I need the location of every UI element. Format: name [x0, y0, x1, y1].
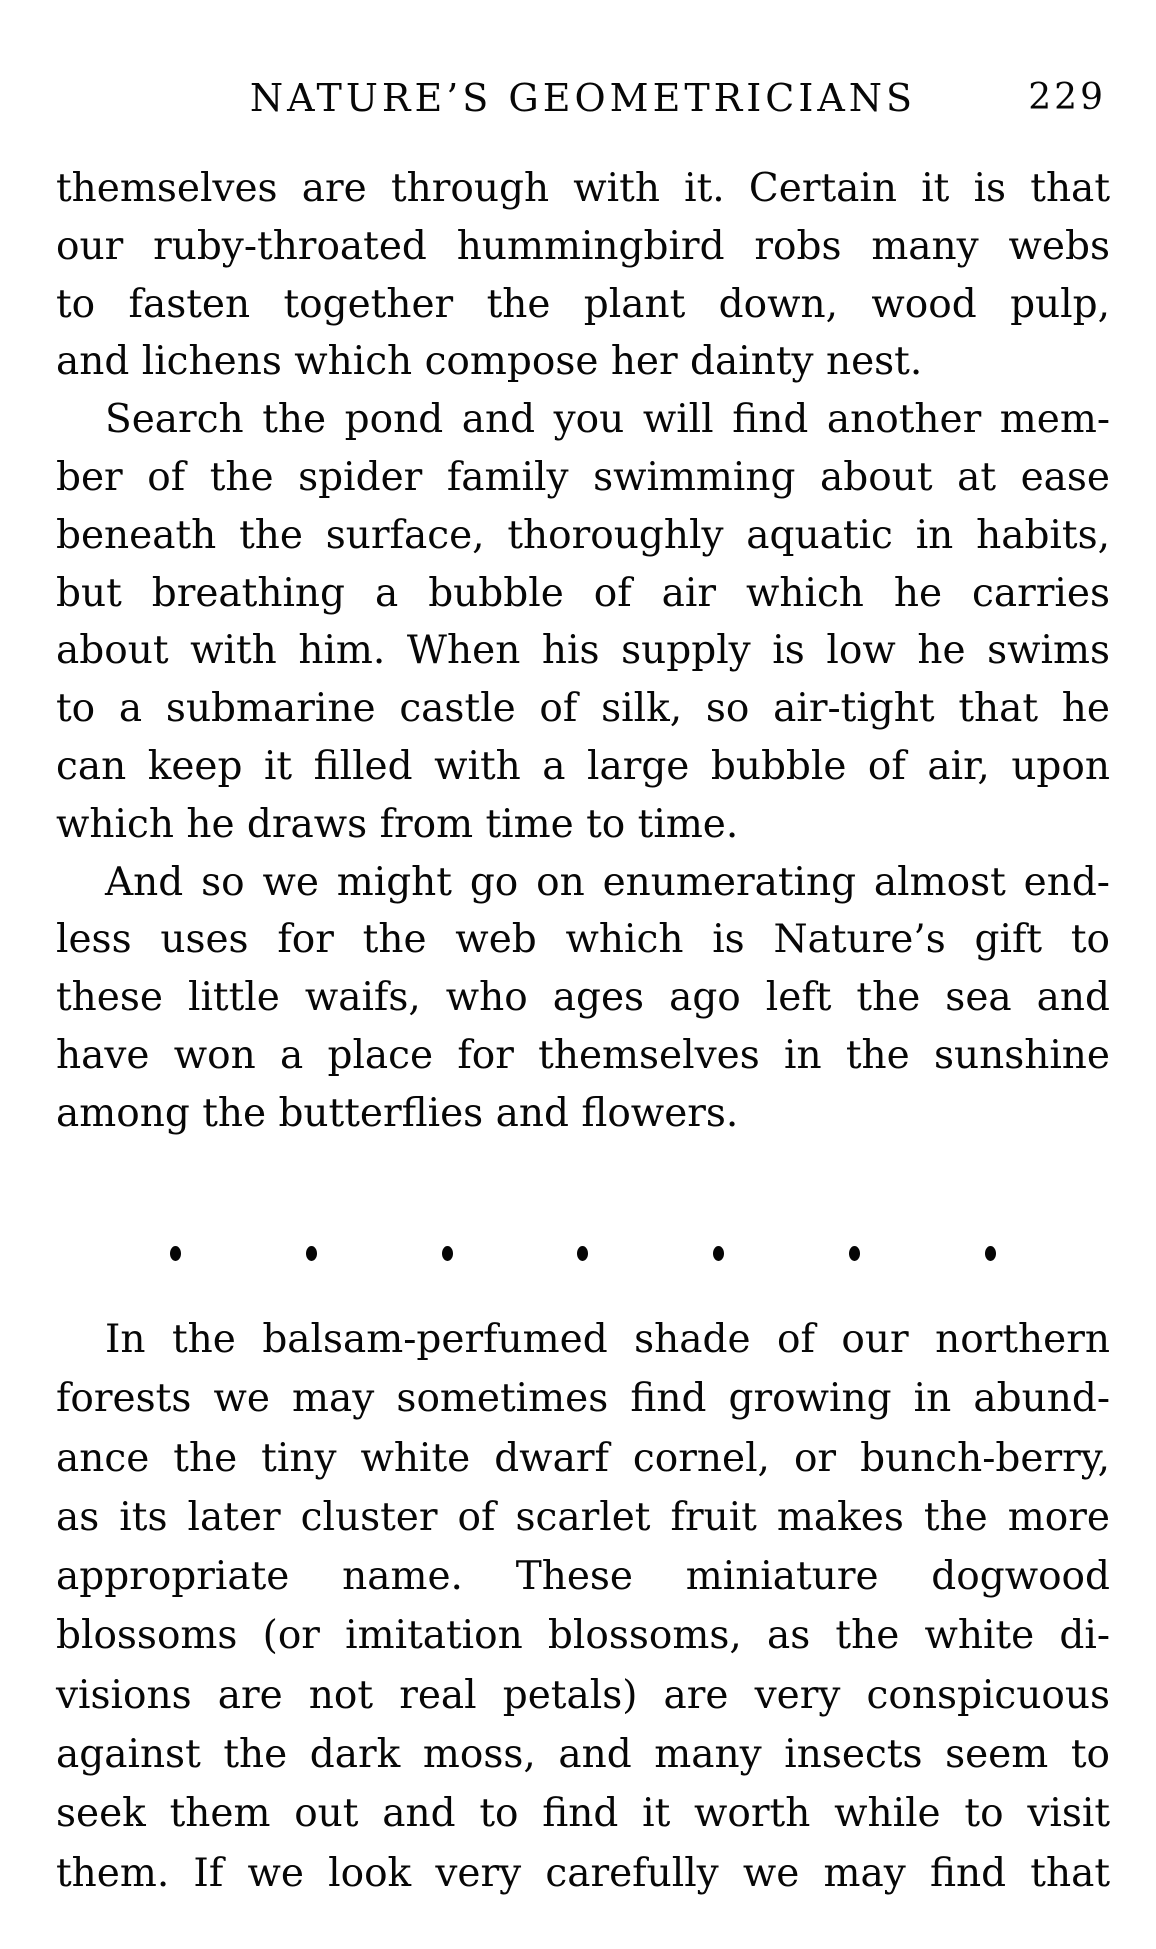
text-line: among the butterflies and flowers. — [56, 1090, 739, 1136]
text-line: seek them out and to find it worth while to visit — [56, 1791, 1110, 1837]
text-line: and lichens which compose her dainty nest. — [56, 339, 923, 385]
text-line: to a submarine castle of silk, so air-tight that he — [56, 686, 1110, 732]
separator-dot — [306, 1246, 317, 1261]
text-line: less uses for the web which is Nature’s gift to — [56, 917, 1110, 963]
text-line: ber of the spider family swimming about at ease — [56, 454, 1110, 500]
text-line: these little waifs, who ages ago left the sea and — [56, 975, 1110, 1021]
text-line: themselves are through with it. Certain it is that — [56, 166, 1110, 211]
text-line: Search the pond and you will find another mem- — [105, 397, 1110, 443]
text-line: blossoms (or imitation blossoms, as the white di- — [56, 1613, 1110, 1659]
separator-dot — [170, 1246, 181, 1261]
text-line: against the dark moss, and many insects seem to — [56, 1732, 1110, 1778]
separator-dot — [985, 1246, 996, 1261]
text-line: but breathing a bubble of air which he carries — [56, 570, 1110, 616]
page-number: 229 — [1028, 77, 1106, 118]
separator-dot — [849, 1246, 860, 1261]
text-line: to fasten together the plant down, wood pulp, — [56, 281, 1110, 327]
page-header — [56, 76, 1110, 120]
separator-dot — [577, 1246, 588, 1261]
text-line: visions are not real petals) are very conspicuous — [56, 1672, 1110, 1718]
running-head-title: NATURE’S GEOMETRICIANS — [249, 76, 917, 120]
section-separator — [170, 1245, 996, 1261]
text-line: forests we may sometimes find growing in abund- — [56, 1376, 1110, 1422]
text-line: our ruby-throated hummingbird robs many webs — [56, 223, 1110, 269]
body-text-block-upper — [56, 160, 1110, 1143]
text-line: beneath the surface, thoroughly aquatic in habits, — [56, 512, 1110, 558]
text-line: which he draws from time to time. — [56, 801, 739, 847]
text-line: And so we might go on enumerating almost end- — [105, 859, 1110, 905]
separator-dot — [442, 1246, 453, 1261]
body-text-block-lower — [56, 1310, 1110, 1903]
text-line: can keep it filled with a large bubble of air, upon — [56, 743, 1110, 789]
text-line: ance the tiny white dwarf cornel, or bunch-berry, — [56, 1435, 1110, 1481]
text-line: appropriate name. These miniature dogwood — [56, 1554, 1110, 1600]
text-line: In the balsam-perfumed shade of our northern — [105, 1317, 1110, 1362]
separator-dot — [713, 1246, 724, 1261]
text-line: have won a place for themselves in the sunshine — [56, 1032, 1110, 1078]
text-line: as its later cluster of scarlet fruit makes the more — [56, 1494, 1110, 1540]
text-line: about with him. When his supply is low he swims — [56, 628, 1110, 674]
text-line: them. If we look very carefully we may find that — [56, 1850, 1110, 1896]
